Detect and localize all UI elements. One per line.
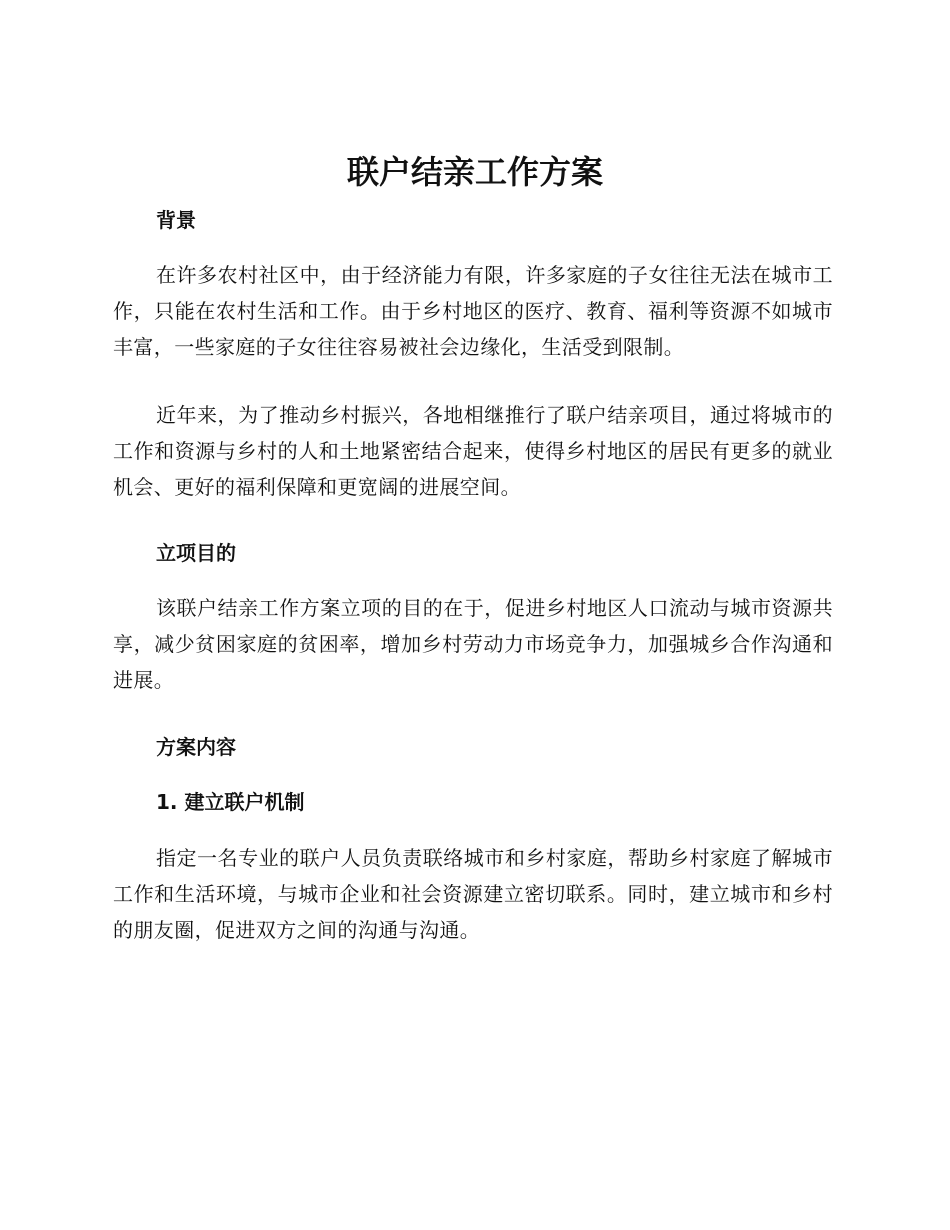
section-heading-background: 背景 [156, 208, 196, 232]
section-heading-content: 方案内容 [156, 735, 236, 759]
subsection-heading-mechanism: 1. 建立联户机制 [156, 790, 305, 814]
section-heading-purpose: 立项目的 [156, 541, 236, 565]
document-title: 联户结亲工作方案 [346, 153, 603, 191]
mechanism-paragraph: 指定一名专业的联户人员负责联络城市和乡村家庭，帮助乡村家庭了解城市工作和生活环境，与城市企业和社会资源建立密切联系。同时，建立城市和乡村的朋友圈，促进双方之间的沟通与沟通。 [113, 846, 833, 942]
background-paragraph-1: 在许多农村社区中，由于经济能力有限，许多家庭的子女往往无法在城市工作，只能在农村生活和工作。由于乡村地区的医疗、教育、福利等资源不如城市丰富，一些家庭的子女往往容易被社会边缘化，生活受到限制。 [113, 263, 833, 359]
purpose-paragraph: 该联户结亲工作方案立项的目的在于，促进乡村地区人口流动与城市资源共享，减少贫困家庭的贫困率，增加乡村劳动力市场竞争力，加强城乡合作沟通和进展。 [113, 596, 833, 692]
background-paragraph-2: 近年来，为了推动乡村振兴，各地相继推行了联户结亲项目，通过将城市的工作和资源与乡村的人和土地紧密结合起来，使得乡村地区的居民有更多的就业机会、更好的福利保障和更宽阔的进展空间。 [113, 403, 833, 499]
